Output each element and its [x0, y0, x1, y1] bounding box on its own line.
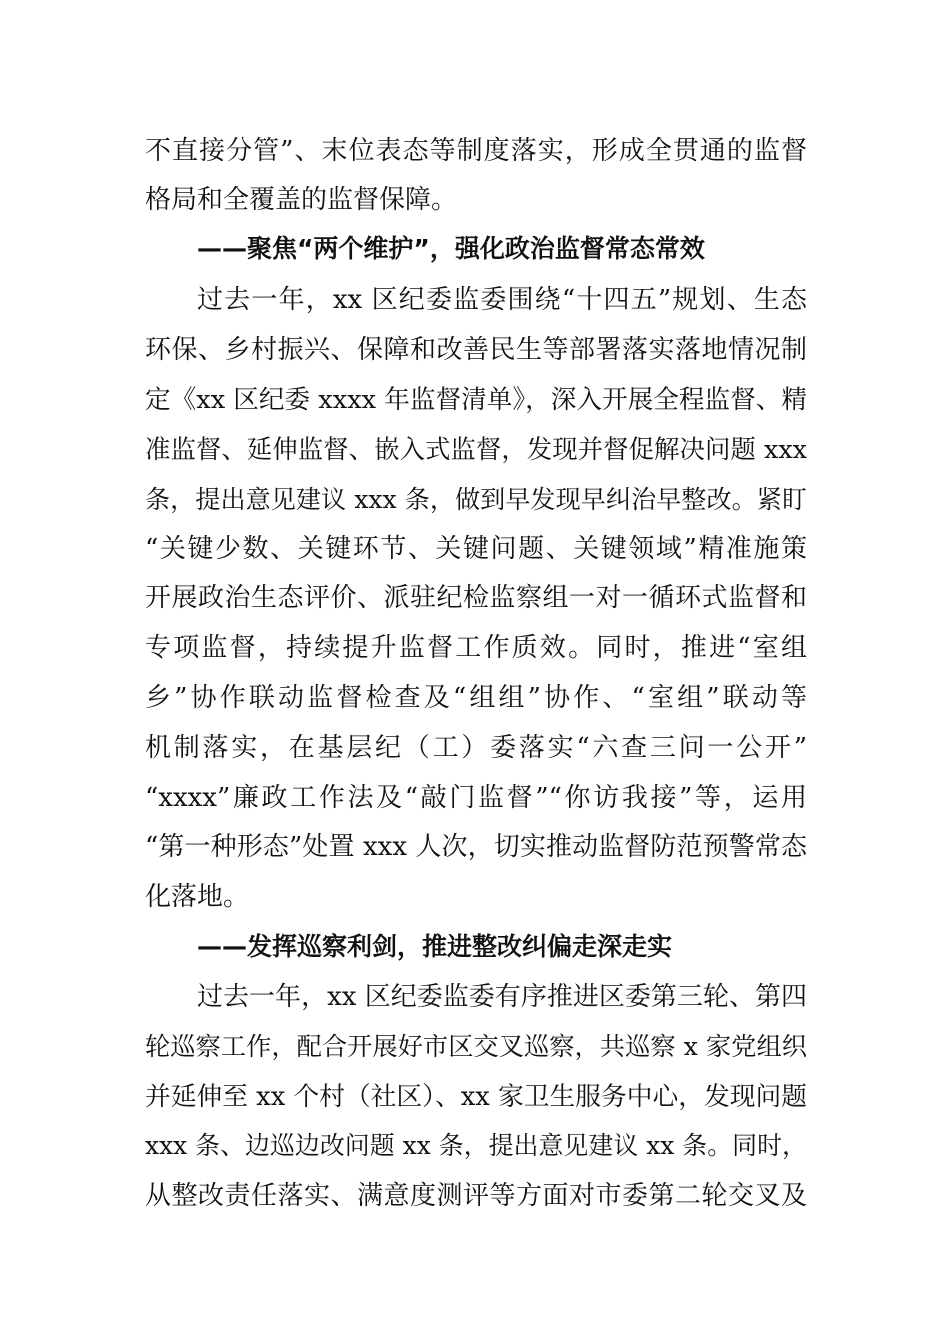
paragraph-2-line-5: 条，提出意见建议 xxx 条，做到早发现早纠治早整改。紧盯 — [145, 485, 807, 514]
paragraph-1-line-2: 格局和全覆盖的监督保障。 — [145, 185, 458, 215]
paragraph-2-line-13: 化落地。 — [145, 882, 250, 912]
paragraph-2-line-2: 环保、乡村振兴、保障和改善民生等部署落实落地情况制 — [145, 335, 807, 365]
paragraph-2-line-3: 定《xx 区纪委 xxxx 年监督清单》，深入开展全程监督、精 — [145, 385, 807, 415]
paragraph-3-line-1: 过去一年，xx 区纪委监委有序推进区委第三轮、第四 — [197, 982, 807, 1012]
paragraph-2-line-1: 过去一年，xx 区纪委监委围绕“十四五”规划、生态 — [197, 285, 807, 315]
paragraph-2-line-7: 开展政治生态评价、派驻纪检监察组一对一循环式监督和 — [145, 583, 807, 613]
paragraph-2-line-8: 专项监督，持续提升监督工作质效。同时，推进“室组 — [145, 633, 807, 663]
paragraph-2-line-9: 乡”协作联动监督检查及“组组”协作、“室组”联动等 — [145, 683, 807, 713]
paragraph-2-line-6: “关键少数、关键环节、关键问题、关键领域”精准施策 — [145, 534, 807, 564]
paragraph-2-line-11: “xxxx”廉政工作法及“敲门监督”“你访我接”等，运用 — [145, 783, 807, 813]
paragraph-3-line-5: 从整改责任落实、满意度测评等方面对市委第二轮交叉及 — [145, 1181, 807, 1211]
section-heading-inspection: ——发挥巡察利剑，推进整改纠偏走深走实 — [197, 932, 673, 961]
paragraph-1-line-1: 不直接分管”、末位表态等制度落实，形成全贯通的监督 — [145, 136, 807, 166]
paragraph-2-line-4: 准监督、延伸监督、嵌入式监督，发现并督促解决问题 xxx — [145, 435, 808, 465]
paragraph-3-line-3: 并延伸至 xx 个村（社区）、xx 家卫生服务中心，发现问题 — [145, 1082, 808, 1112]
paragraph-2-line-12: “第一种形态”处置 xxx 人次，切实推动监督防范预警常态 — [145, 832, 807, 862]
section-heading-political-supervision: ——聚焦“两个维护”，强化政治监督常态常效 — [197, 234, 705, 263]
paragraph-3-line-2: 轮巡察工作，配合开展好市区交叉巡察，共巡察 x 家党组织 — [145, 1032, 807, 1061]
paragraph-3-line-4: xxx 条、边巡边改问题 xx 条，提出意见建议 xx 条。同时， — [145, 1131, 807, 1160]
paragraph-2-line-10: 机制落实，在基层纪（工）委落实“六查三问一公开” — [145, 733, 807, 763]
